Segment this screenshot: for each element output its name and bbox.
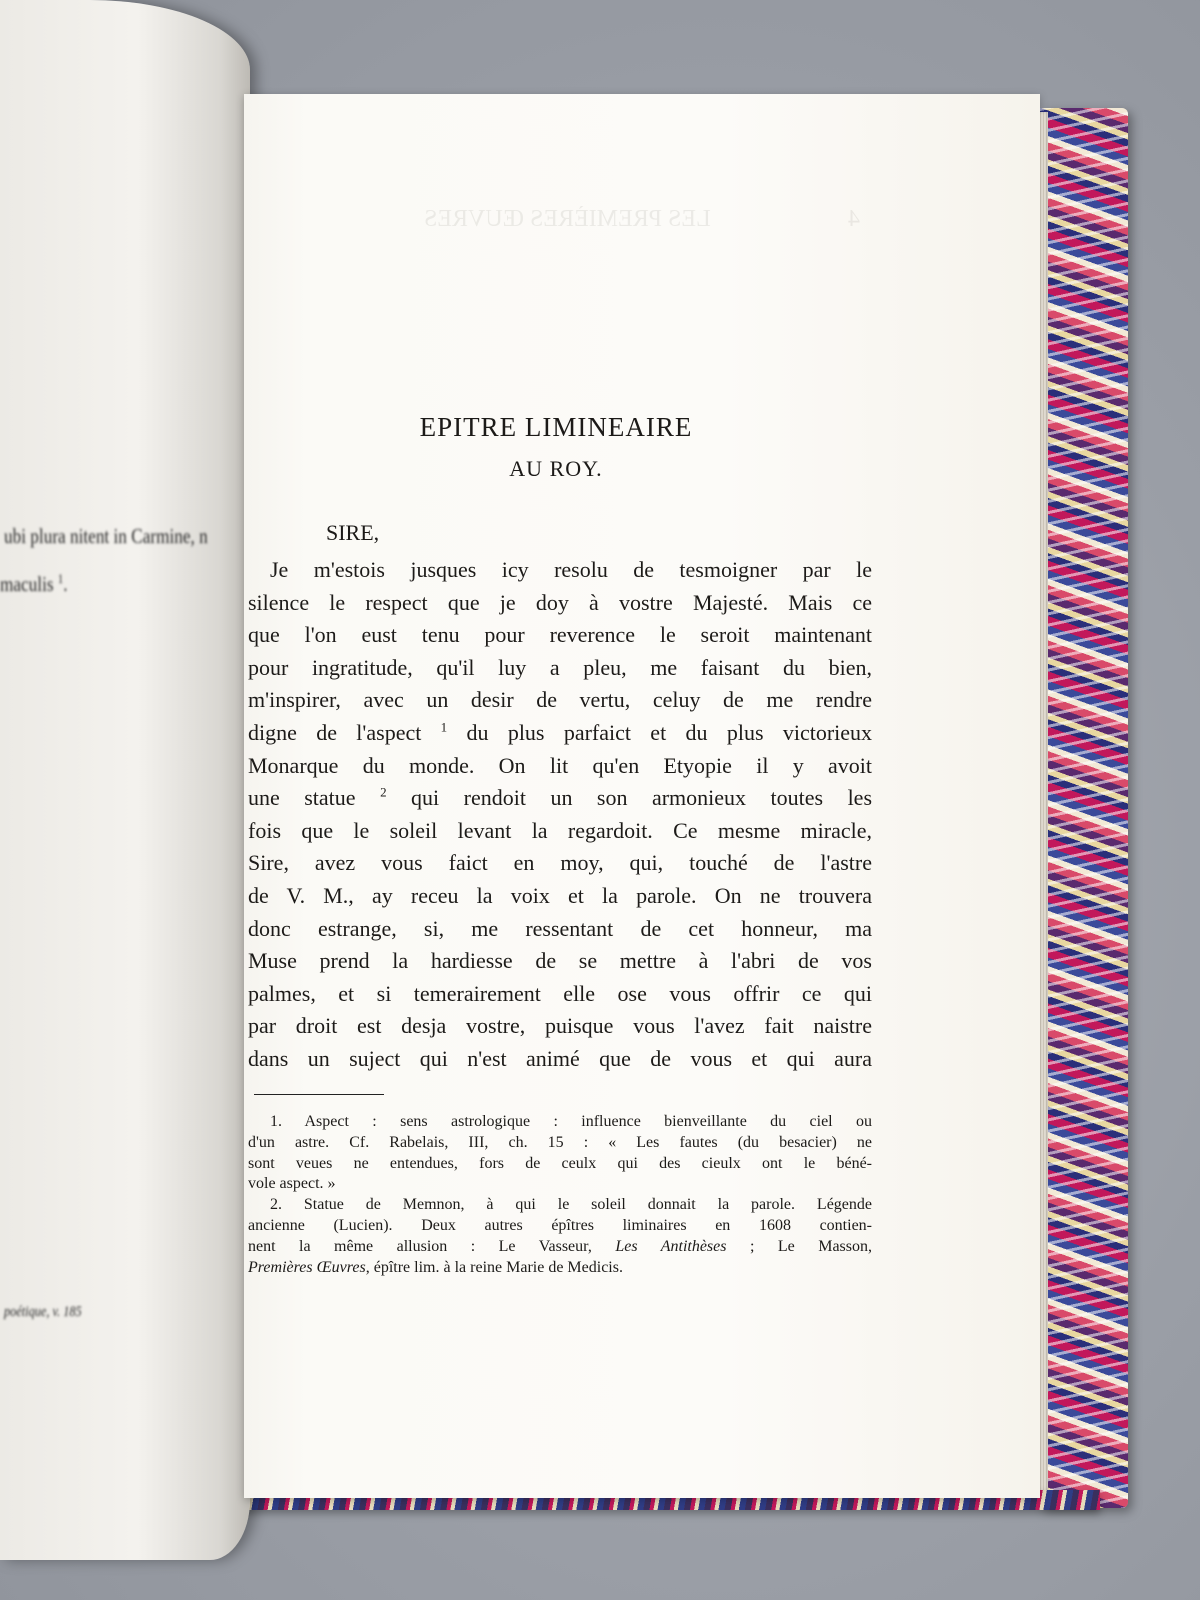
body-text-fragment: du plus parfaict et du plus victorieux bbox=[466, 719, 872, 745]
body-line: par droit est desja vostre, puisque vous l'avez fait naistre bbox=[248, 1013, 872, 1039]
footnote-reference: 1 bbox=[440, 719, 448, 735]
body-text-fragment: digne de l'aspect bbox=[248, 719, 422, 745]
body-line: fois que le soleil levant la regardoit. Ce mesme miracle, bbox=[248, 817, 872, 843]
body-line: Sire, avez vous faict en moy, qui, touché de l'astre bbox=[248, 850, 872, 876]
left-page-line: maculis $^1$. bbox=[0, 571, 68, 596]
right-page bbox=[244, 94, 1040, 1498]
page-subtitle: AU ROY. bbox=[509, 456, 603, 481]
body-line bbox=[248, 782, 872, 815]
body-line: de V. M., ay receu la voix et la parole. On ne trouvera bbox=[248, 882, 872, 908]
body-text-fragment: qui rendoit un son armonieux toutes les bbox=[411, 785, 872, 811]
marbled-edge bbox=[1040, 108, 1128, 1508]
body-text bbox=[248, 554, 872, 1076]
body-line: que l'on eust tenu pour reverence le seroit maintenant bbox=[248, 622, 872, 648]
body-text-fragment: une statue bbox=[248, 785, 356, 811]
footnotes bbox=[248, 1112, 872, 1278]
show-through-header: LES PREMIÈRES ŒUVRES bbox=[424, 206, 711, 232]
show-through-page-number: 4 bbox=[848, 206, 860, 232]
footnote-line: ancienne (Lucien). Deux autres épîtres liminaires en 1608 contien- bbox=[248, 1216, 872, 1234]
footnote-line: vole aspect. » bbox=[248, 1175, 336, 1193]
left-page bbox=[0, 0, 250, 1560]
body-line: m'inspirer, avec un desir de vertu, celuy de me rendre bbox=[248, 687, 872, 713]
body-line: silence le respect que je doy à vostre Majesté. Mais ce bbox=[248, 589, 872, 615]
footnote-line: d'un astre. Cf. Rabelais, III, ch. 15 : « Les fautes (du besacier) ne bbox=[248, 1133, 872, 1151]
body-line: dans un suject qui n'est animé que de vous et qui aura bbox=[248, 1045, 872, 1071]
footnote-line bbox=[248, 1237, 872, 1258]
footnote-line: sont veues ne entendues, fors de ceulx qui des cieulx ont le béné- bbox=[248, 1154, 872, 1172]
salutation: SIRE, bbox=[326, 520, 380, 545]
footnote-text: ; Le Masson, bbox=[726, 1237, 872, 1255]
left-page-line: ubi plura nitent in Carmine, n bbox=[4, 524, 208, 548]
book-title: Premières Œuvres bbox=[248, 1258, 366, 1276]
footnote-text: , épître lim. à la reine Marie de Medicis. bbox=[365, 1258, 623, 1276]
body-line: pour ingratitude, qu'il luy a pleu, me faisant du bien, bbox=[248, 654, 872, 680]
footnote-text: nent la même allusion : Le Vasseur, bbox=[248, 1237, 616, 1255]
footnote-line: 1. Aspect : sens astrologique : influence bienveillante du ciel ou bbox=[270, 1113, 872, 1130]
footnote-divider bbox=[254, 1094, 384, 1095]
body-line bbox=[248, 717, 872, 750]
body-line: Je m'estois jusques icy resolu de tesmoigner par le bbox=[270, 557, 872, 582]
left-page-text: maculis bbox=[0, 572, 54, 596]
body-line: donc estrange, si, me ressentant de cet honneur, ma bbox=[248, 915, 872, 941]
body-line: Muse prend la hardiesse de se mettre à l'abri de vos bbox=[248, 948, 872, 974]
book-title: Les Antithèses bbox=[615, 1237, 727, 1255]
page-title: EPITRE LIMINEAIRE bbox=[419, 412, 693, 442]
footnote-line bbox=[248, 1258, 872, 1279]
left-page-footnote: poétique, v. 185 bbox=[4, 1304, 82, 1320]
footnote-reference: 1 bbox=[57, 571, 64, 586]
footnote-line: 2. Statue de Memnon, à qui le soleil donnait la parole. Légende bbox=[270, 1196, 872, 1214]
body-line: Monarque du monde. On lit qu'en Etyopie il y avoit bbox=[248, 752, 872, 778]
body-line: palmes, et si temerairement elle ose vous offrir ce qui bbox=[248, 980, 872, 1006]
footnote-reference: 2 bbox=[380, 784, 387, 800]
